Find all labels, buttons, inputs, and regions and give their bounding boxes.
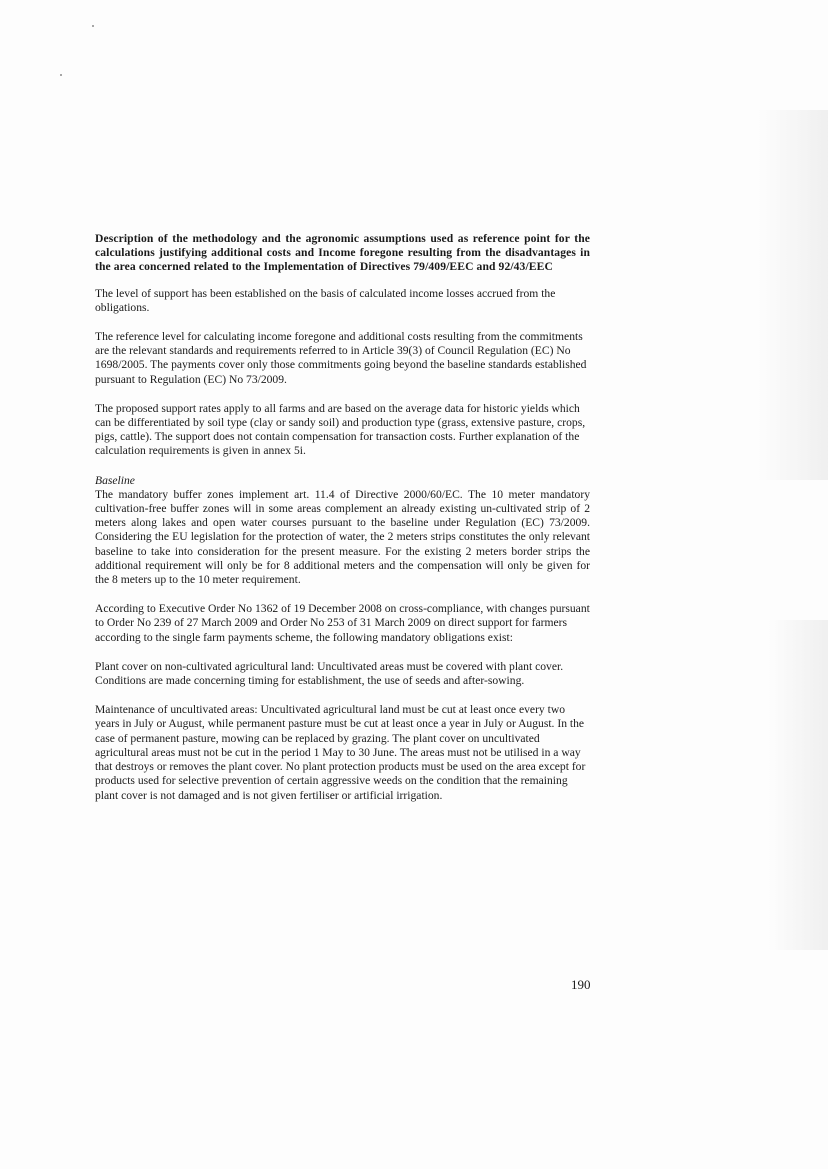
paragraph-executive-order: According to Executive Order No 1362 of 19 December 2008 on cross-compliance, with changes pursuant to Order No 239 of 27 March 2009 and Order No 253 of 31 March 2009 on direct support for farmers according to the single farm payments scheme, the following mandatory obligations exist: (95, 602, 590, 644)
baseline-title: Baseline (95, 473, 135, 487)
paragraph-maintenance: Maintenance of uncultivated areas: Uncultivated agricultural land must be cut at least once every two years in July or August, while permanent pasture must be cut at least once a year in July or August. In the case of permanent pasture, mowing can be replaced by grazing. The plant cover on uncultivated agricultural areas must not be cut in the period 1 May to 30 June. The areas must not be utilised in a way that destroys or removes the plant cover. No plant protection products must be used on the area except for products used for selective prevention of certain aggressive weeds on the condition that the remaining plant cover is not damaged and is not given fertiliser or artificial irrigation. (95, 703, 586, 802)
paragraph-baseline: The mandatory buffer zones implement art. 11.4 of Directive 2000/60/EC. The 10 meter mandatory cultivation-free buffer zones will in some areas complement an already existing un-cultivated strip of 2 meters along lakes and open water courses pursuant to the baseline under Regulation (EC) 73/2009. Considering the EU legislation for the protection of water, the 2 meters strips constitutes the only relevant baseline to take into consideration for the present measure. For the existing 2 meters border strips the additional requirement will only be for 8 additional meters and the compensation will only be given for the 8 meters up to the 10 meter requirement. (95, 487, 590, 587)
paragraph-support-level: The level of support has been established on the basis of calculated income losses accrued from the obligations. (95, 286, 556, 314)
document-body (95, 232, 590, 818)
paragraph-reference-level: The reference level for calculating income foregone and additional costs resulting from the commitments are the relevant standards and requirements referred to in Article 39(3) of Council Regulation (EC) No 1698/2005. The payments cover only those commitments going beyond the baseline standards established pursuant to Regulation (EC) No 73/2009. (95, 330, 587, 386)
page-number: 190 (571, 977, 591, 992)
scan-speck (92, 25, 94, 27)
paragraph-plant-cover: Plant cover on non-cultivated agricultural land: Uncultivated areas must be covered with plant cover. Conditions are made concerning timing for establishment, the use of seeds and after-sowing. (95, 659, 564, 688)
paragraph-support-rates: The proposed support rates apply to all farms and are based on the average data for historic yields which can be differentiated by soil type (clay or sandy soil) and production type (grass, extensive pasture, crops, pigs, cattle). The support does not contain compensation for transaction costs. Further explanation of the calculation requirements is given in annex 5i. (95, 401, 586, 458)
document-heading: Description of the methodology and the agronomic assumptions used as reference point for the calculations justifying additional costs and Income foregone resulting from the disadvantages in the area concerned related to the Implementation of Directives 79/409/EEC and 92/43/EEC (95, 232, 590, 274)
scan-shadow (758, 110, 828, 480)
scan-shadow (768, 620, 828, 950)
scan-speck (60, 74, 62, 76)
